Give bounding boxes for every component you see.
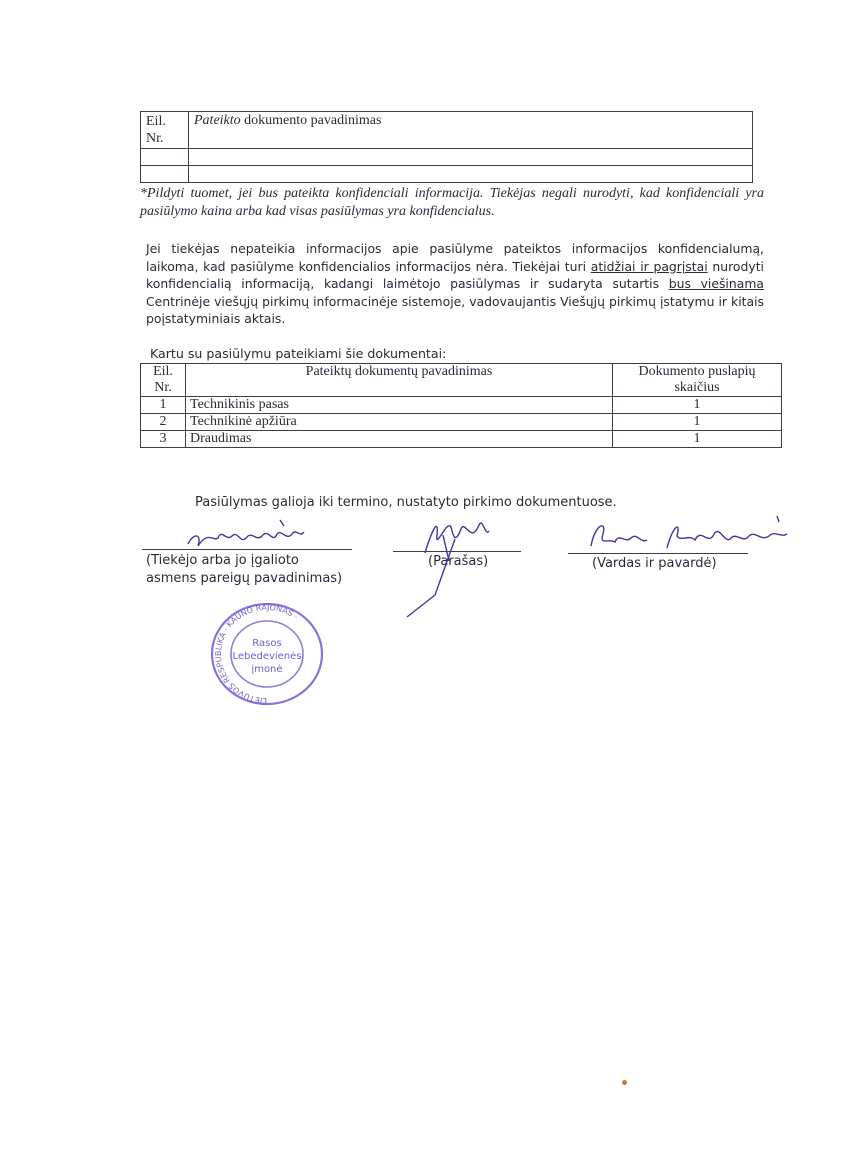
svg-text:Rasos: Rasos — [252, 638, 282, 649]
confidential-info-table — [140, 111, 753, 183]
svg-text:LIETUVOS RESPUBLIKA · KAUNO RA: LIETUVOS RESPUBLIKA · KAUNO RAJONAS · — [214, 602, 300, 706]
row-document-name: Technikinė apžiūra — [186, 414, 613, 431]
table-row — [141, 397, 782, 414]
company-stamp — [205, 598, 330, 708]
validity-statement: Pasiūlymas galioja iki termino, nustatyto pirkimo dokumentuose. — [195, 495, 617, 510]
column-header-document-name — [189, 112, 753, 149]
table-row-empty — [141, 149, 753, 166]
table-row — [141, 431, 782, 448]
signature-image — [395, 505, 505, 625]
row-number: 3 — [141, 431, 186, 448]
confidentiality-paragraph — [146, 240, 764, 328]
row-page-count: 1 — [613, 414, 782, 431]
column-header-number: Eil. Nr. — [141, 364, 186, 397]
paragraph-text: Centrinėje viešųjų pirkimų informacinėje sistemoje, vadovaujantis Viešųjų pirkimų įstatymu ir kitais poįstatyminiais aktais. — [146, 293, 764, 326]
paragraph-text: nurodyti konfidencialią informaciją, kadangi laimėtojo pasiūlymas ir sudaryta sutartis — [146, 258, 765, 291]
row-page-count: 1 — [613, 397, 782, 414]
position-caption: (Tiekėjo arba jo įgalioto asmens pareigų pavadinimas) — [146, 553, 343, 586]
row-document-name: Draudimas — [186, 431, 613, 448]
column-header-document-name: Pateiktų dokumentų pavadinimas — [186, 364, 613, 397]
column-header-number-label: Eil. Nr. — [146, 114, 166, 146]
paragraph-underlined-text: bus viešinama — [668, 276, 764, 291]
row-number: 1 — [141, 397, 186, 414]
table-row — [141, 414, 782, 431]
row-number: 2 — [141, 414, 186, 431]
row-document-name: Technikinis pasas — [186, 397, 613, 414]
name-caption: (Vardas ir pavardė) — [592, 556, 717, 571]
column-header-number — [141, 112, 189, 149]
handwritten-position — [180, 512, 320, 557]
table-header-row — [141, 112, 753, 149]
paragraph-underlined-text: atidžiai ir pagrįstai — [590, 258, 708, 274]
signature-caption: (Parašas) — [428, 554, 489, 569]
handwritten-name — [585, 512, 795, 562]
svg-text:Lebedevienės: Lebedevienės — [232, 651, 302, 662]
svg-text:įmonė: įmonė — [251, 664, 283, 675]
confidentiality-note: *Pildyti tuomet, jei bus pateikta konfidenciali informacija. Tiekėjas negali nurodyti, kad konfidenciali yra pasiūlymo kaina arba kad visas pasiūlymas yra konfidencialus. — [140, 186, 764, 219]
paragraph-text: Jei tiekėjas nepateikia informacijos apie pasiūlyme pateiktos informacijos konfidencialumą, laikoma, kad pasiūlyme konfidencialios informacijos nėra. Tiekėjai turi — [146, 241, 764, 274]
documents-table — [140, 363, 782, 448]
row-page-count: 1 — [613, 431, 782, 448]
documents-table-header-row — [141, 364, 782, 397]
column-header-page-count: Dokumento puslapių skaičius — [613, 364, 782, 397]
table-row-empty — [141, 166, 753, 183]
documents-intro: Kartu su pasiūlymu pateikiami šie dokumentai: — [150, 346, 447, 361]
scan-speck — [622, 1080, 627, 1085]
column-header-rest: dokumento pavadinimas — [240, 113, 382, 128]
column-header-italic-part: Pateikto — [194, 113, 241, 128]
